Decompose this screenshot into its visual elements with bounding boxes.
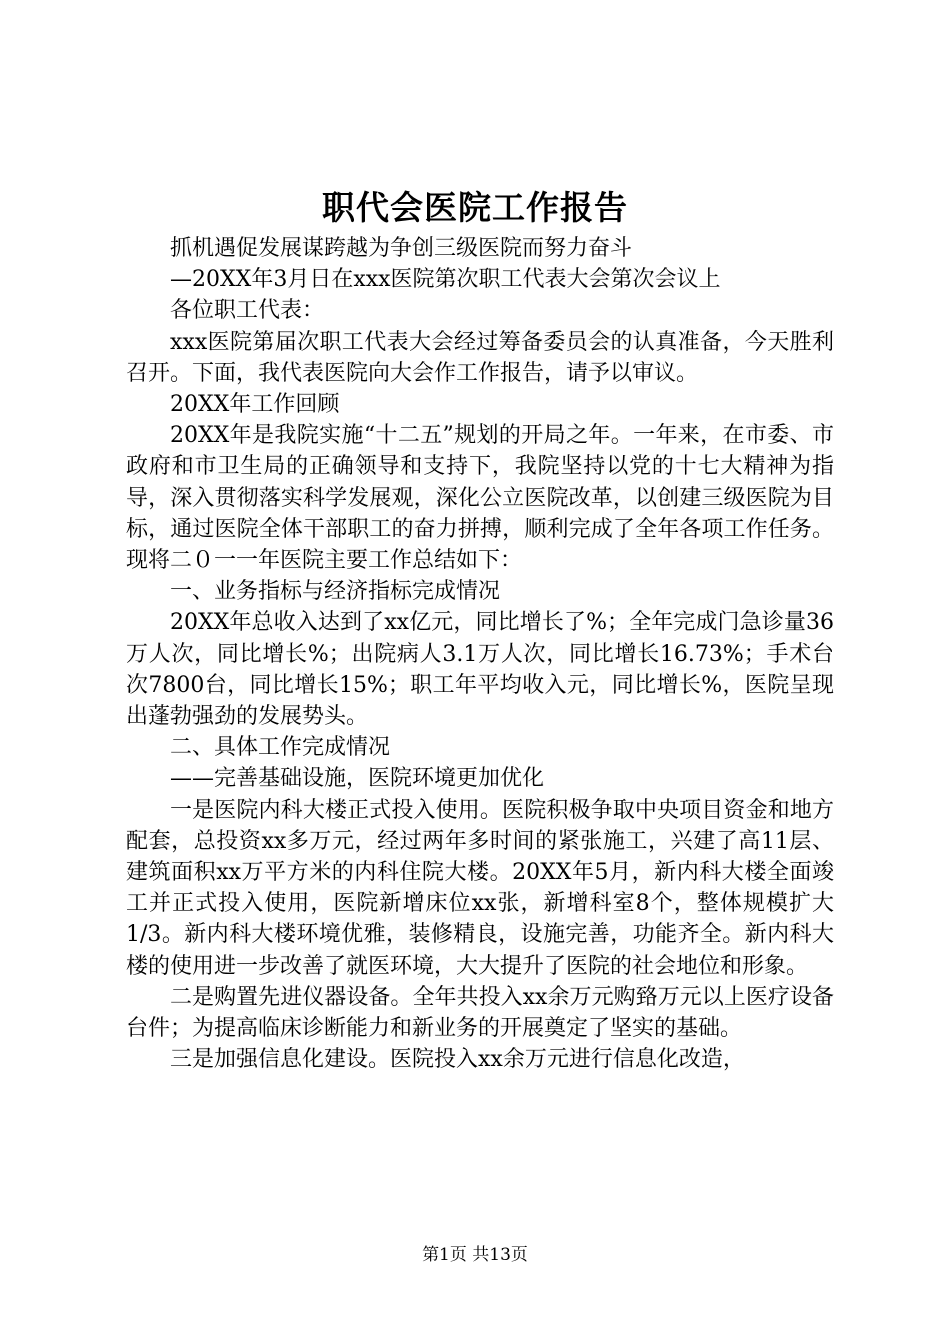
paragraph-section-2: 二、具体工作完成情况 [170, 735, 391, 761]
paragraph-section-review: 20XX年工作回顾 [170, 392, 340, 418]
page-footer: 第1页 共13页 [422, 1245, 528, 1265]
paragraph-salutation: 各位职工代表： [170, 298, 325, 324]
paragraph-indicators: 20XX年总收入达到了xx亿元，同比增长了%；全年完成门急诊量36万人次，同比增长%；出院病人3.1万人次，同比增长16.73%；手术台次7800台，同比增长15%；职工年平均收入元，同比增长%，医院呈现出蓬勃强劲的发展势头。 [126, 610, 834, 730]
document-title: 职代会医院工作报告 [322, 188, 628, 227]
paragraph-subsection-infrastructure: ——完善基础设施，医院环境更加优化 [170, 766, 545, 792]
paragraph-item-2: 二是购置先进仪器设备。全年共投入xx余万元购臵万元以上医疗设备台件；为提高临床诊断能力和新业务的开展奠定了坚实的基础。 [126, 984, 834, 1042]
paragraph-review-summary: 20XX年是我院实施“十二五”规划的开局之年。一年来，在市委、市政府和市卫生局的正确领导和支持下，我院坚持以党的十七大精神为指导，深入贯彻落实科学发展观，深化公立医院改革，以创建三级医院为目标，通过医院全体干部职工的奋力拼搏，顺利完成了全年各项工作任务。现将二０一一年医院主要工作总结如下： [126, 423, 834, 574]
document-body [126, 233, 834, 1075]
paragraph-item-3: 三是加强信息化建设。医院投入xx余万元进行信息化改造， [170, 1047, 745, 1073]
paragraph-meeting-line: —20XX年3月日在xxx医院第次职工代表大会第次会议上 [170, 267, 721, 293]
paragraph-subtitle: 抓机遇促发展谋跨越为争创三级医院而努力奋斗 [170, 236, 633, 261]
paragraph-opening: xxx医院第届次职工代表大会经过筹备委员会的认真准备，今天胜利召开。下面，我代表医院向大会作工作报告，请予以审议。 [126, 329, 834, 386]
paragraph-section-1: 一、业务指标与经济指标完成情况 [170, 579, 501, 605]
paragraph-item-1: 一是医院内科大楼正式投入使用。医院积极争取中央项目资金和地方配套，总投资xx多万元，经过两年多时间的紧张施工，兴建了高11层、建筑面积xx万平方米的内科住院大楼。20XX年5月，新内科大楼全面竣工并正式投入使用，医院新增床位xx张，新增科室8个，整体规模扩大1/3。新内科大楼环境优雅，装修精良，设施完善，功能齐全。新内科大楼的使用进一步改善了就医环境，大大提升了医院的社会地位和形象。 [126, 797, 834, 979]
